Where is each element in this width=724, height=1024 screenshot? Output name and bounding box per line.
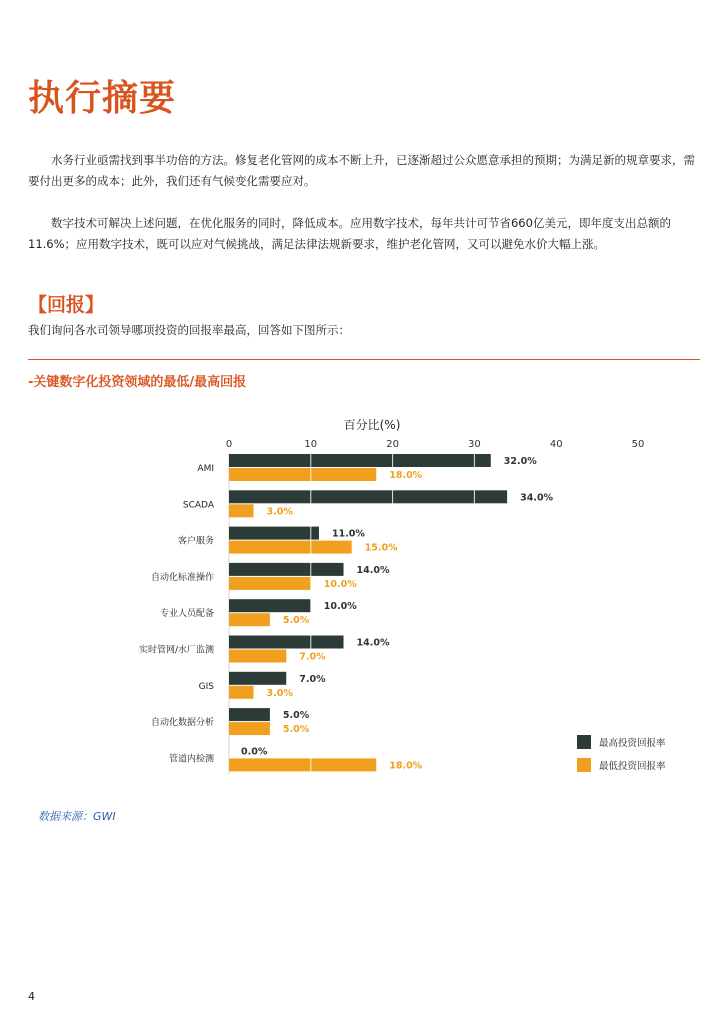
data-label: 32.0% xyxy=(503,456,537,467)
paragraph-problem: 水务行业亟需找到事半功倍的方法。修复老化管网的成本不断上升，已逐渐超过公众愿意承担的预期；为满足新的规章要求，需要付出更多的成本；此外，我们还有气候变化需要应对。 xyxy=(28,153,695,188)
section-divider xyxy=(28,359,700,360)
page-title: 执行摘要 xyxy=(28,78,177,119)
data-label: 15.0% xyxy=(364,542,398,554)
category-label: 自动化数据分析 xyxy=(150,718,214,729)
category-label: 自动化标准操作 xyxy=(150,572,214,583)
bar-high xyxy=(229,636,344,649)
bar-low xyxy=(229,541,352,554)
data-label: 5.0% xyxy=(282,710,310,722)
page-number: 4 xyxy=(28,990,35,1003)
data-label: 11.0% xyxy=(331,528,365,540)
axis-title: 百分比(%) xyxy=(343,418,401,432)
bar-low xyxy=(229,758,376,771)
x-tick-label: 10 xyxy=(304,439,318,450)
legend-swatch xyxy=(577,758,591,772)
category-label: 实时管网/水厂监测 xyxy=(138,645,214,656)
bar-low xyxy=(229,468,376,481)
x-tick-label: 0 xyxy=(225,439,233,450)
legend xyxy=(577,735,666,772)
x-tick-label: 30 xyxy=(468,439,481,450)
bar-high xyxy=(229,672,286,685)
data-label: 14.0% xyxy=(356,637,390,649)
bar-low xyxy=(229,613,270,626)
x-tick-label: 50 xyxy=(631,439,645,450)
category-label: 客户服务 xyxy=(177,536,214,547)
x-tick-label: 40 xyxy=(549,439,563,450)
legend-label: 最高投资回报率 xyxy=(599,738,666,749)
category-label: SCADA xyxy=(182,500,214,511)
section-heading: 【回报】 xyxy=(28,294,105,316)
bar-low xyxy=(229,686,254,699)
chart-text xyxy=(139,417,644,771)
data-label: 7.0% xyxy=(299,651,326,663)
data-label: 18.0% xyxy=(389,760,423,772)
bar-high xyxy=(229,708,270,721)
data-label: 10.0% xyxy=(323,601,357,613)
chart-heading: -关键数字化投资领域的最低/最高回报 xyxy=(28,375,247,390)
category-label: GIS xyxy=(198,681,214,692)
data-label: 18.0% xyxy=(389,470,423,481)
bar-low xyxy=(229,504,254,517)
category-label: AMI xyxy=(197,464,214,474)
bar-low xyxy=(229,577,311,590)
data-source: 数据来源：GWI xyxy=(38,810,116,823)
bar-high xyxy=(229,563,344,576)
category-label: 管道内检测 xyxy=(168,754,214,765)
bar-low xyxy=(229,722,270,735)
data-label: 3.0% xyxy=(266,506,293,518)
data-label: 5.0% xyxy=(282,724,310,736)
x-tick-label: 20 xyxy=(386,439,399,450)
bar-low xyxy=(229,650,286,663)
legend-label: 最低投资回报率 xyxy=(599,761,666,772)
bar-high xyxy=(229,527,319,540)
data-label: 0.0% xyxy=(241,746,268,758)
data-label: 14.0% xyxy=(356,564,390,576)
category-label: 专业人员配备 xyxy=(159,609,214,620)
section-intro: 我们询问各水司领导哪项投资的回报率最高，回答如下图所示： xyxy=(28,323,350,337)
bar-high xyxy=(229,490,507,503)
paragraph-solution: 数字技术可解决上述问题，在优化服务的同时，降低成本。应用数字技术，每年共计可节省660亿美元，即年度支出总额的11.6%；应用数字技术，既可以应对气候挑战，满足法律法规新要求，维护老化管网，又可以避免水价大幅上涨。 xyxy=(28,216,671,251)
data-label: 7.0% xyxy=(299,673,326,685)
legend-swatch xyxy=(577,735,591,749)
data-label: 10.0% xyxy=(323,578,357,590)
data-label: 5.0% xyxy=(282,615,310,627)
roi-bar-chart xyxy=(0,400,724,785)
bar-high xyxy=(229,599,311,612)
bar-high xyxy=(229,454,491,467)
data-label: 34.0% xyxy=(520,492,554,504)
data-label: 3.0% xyxy=(266,687,293,699)
